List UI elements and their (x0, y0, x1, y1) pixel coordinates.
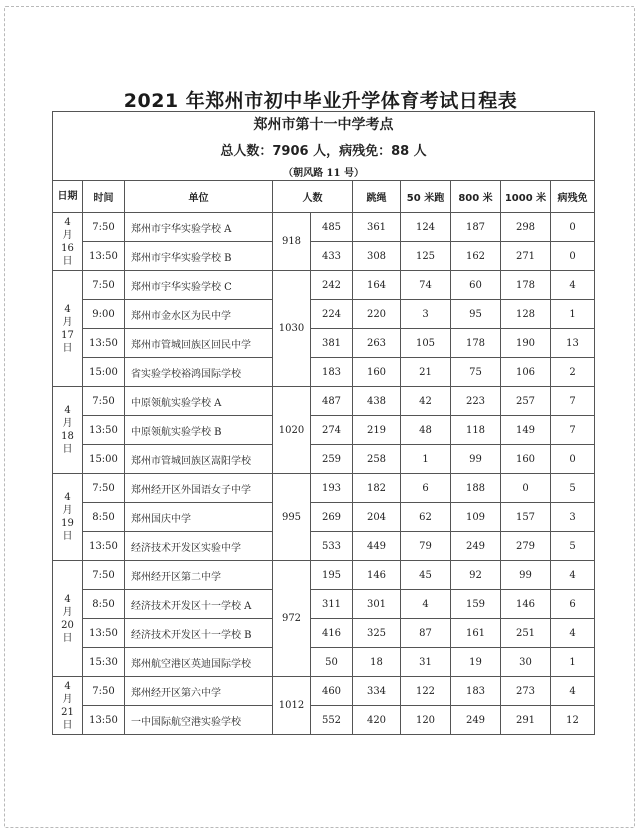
count-cell: 269 (311, 503, 353, 532)
time-cell: 8:50 (83, 590, 125, 619)
unit-cell: 郑州国庆中学 (125, 503, 273, 532)
exempt-cell: 12 (551, 706, 595, 735)
time-cell: 13:50 (83, 329, 125, 358)
unit-cell: 郑州航空港区英迪国际学校 (125, 648, 273, 677)
rope-cell: 361 (353, 213, 401, 242)
exempt-cell: 1 (551, 300, 595, 329)
run800-cell: 99 (451, 445, 501, 474)
rope-cell: 182 (353, 474, 401, 503)
run50-cell: 31 (401, 648, 451, 677)
date-cell: 4 月 18 日 (53, 387, 83, 474)
exempt-cell: 2 (551, 358, 595, 387)
date-cell: 4 月 16 日 (53, 213, 83, 271)
table-row (53, 271, 595, 300)
run1000-cell: 190 (501, 329, 551, 358)
count-cell: 416 (311, 619, 353, 648)
run50-cell: 1 (401, 445, 451, 474)
count-cell: 193 (311, 474, 353, 503)
rope-cell: 449 (353, 532, 401, 561)
col-count: 人数 (273, 181, 353, 213)
run800-cell: 19 (451, 648, 501, 677)
run1000-cell: 178 (501, 271, 551, 300)
count-cell: 433 (311, 242, 353, 271)
run1000-cell: 298 (501, 213, 551, 242)
day-total-cell: 1012 (273, 677, 311, 735)
count-cell: 183 (311, 358, 353, 387)
col-time: 时间 (83, 181, 125, 213)
rope-cell: 301 (353, 590, 401, 619)
table-row (53, 474, 595, 503)
unit-cell: 郑州市管城回族区嵩阳学校 (125, 445, 273, 474)
table-row (53, 445, 595, 474)
unit-cell: 郑州市宇华实验学校 C (125, 271, 273, 300)
date-cell: 4 月 20 日 (53, 561, 83, 677)
count-cell: 460 (311, 677, 353, 706)
unit-cell: 中原领航实验学校 B (125, 416, 273, 445)
table-row (53, 387, 595, 416)
exempt-cell: 1 (551, 648, 595, 677)
col-rope: 跳绳 (353, 181, 401, 213)
date-cell: 4 月 21 日 (53, 677, 83, 735)
col-exempt: 病残免 (551, 181, 595, 213)
run800-cell: 95 (451, 300, 501, 329)
exempt-cell: 13 (551, 329, 595, 358)
count-cell: 533 (311, 532, 353, 561)
run1000-cell: 106 (501, 358, 551, 387)
day-total-cell: 995 (273, 474, 311, 561)
exempt-cell: 7 (551, 387, 595, 416)
rope-cell: 258 (353, 445, 401, 474)
count-cell: 274 (311, 416, 353, 445)
time-cell: 13:50 (83, 619, 125, 648)
count-cell: 224 (311, 300, 353, 329)
table-row (53, 648, 595, 677)
run1000-cell: 273 (501, 677, 551, 706)
exempt-cell: 4 (551, 619, 595, 648)
unit-cell: 郑州市宇华实验学校 A (125, 213, 273, 242)
run50-cell: 124 (401, 213, 451, 242)
col-date (53, 181, 83, 213)
run800-cell: 223 (451, 387, 501, 416)
unit-cell: 经济技术开发区十一学校 B (125, 619, 273, 648)
col-date-label: 日期 (57, 190, 78, 202)
unit-cell: 郑州经开区第六中学 (125, 677, 273, 706)
time-cell: 7:50 (83, 387, 125, 416)
venue-stats: 总人数：7906 人，病残免：88 人 (53, 136, 595, 164)
time-cell: 7:50 (83, 213, 125, 242)
run800-cell: 162 (451, 242, 501, 271)
run1000-cell: 251 (501, 619, 551, 648)
col-run1000: 1000 米 (501, 181, 551, 213)
run1000-cell: 291 (501, 706, 551, 735)
rope-cell: 160 (353, 358, 401, 387)
run800-cell: 109 (451, 503, 501, 532)
time-cell: 7:50 (83, 677, 125, 706)
run1000-cell: 271 (501, 242, 551, 271)
rope-cell: 438 (353, 387, 401, 416)
run50-cell: 105 (401, 329, 451, 358)
schedule-table (52, 111, 595, 735)
run50-cell: 125 (401, 242, 451, 271)
table-row (53, 358, 595, 387)
count-cell: 242 (311, 271, 353, 300)
count-cell: 381 (311, 329, 353, 358)
run50-cell: 74 (401, 271, 451, 300)
exempt-cell: 4 (551, 677, 595, 706)
unit-cell: 郑州经开区第二中学 (125, 561, 273, 590)
run50-cell: 87 (401, 619, 451, 648)
unit-cell: 郑州市宇华实验学校 B (125, 242, 273, 271)
unit-cell: 经济技术开发区实验中学 (125, 532, 273, 561)
run800-cell: 161 (451, 619, 501, 648)
table-row (53, 677, 595, 706)
unit-cell: 郑州市管城回族区回民中学 (125, 329, 273, 358)
run800-cell: 249 (451, 532, 501, 561)
exempt-cell: 5 (551, 474, 595, 503)
run800-cell: 118 (451, 416, 501, 445)
document-title: 2021 年郑州市初中毕业升学体育考试日程表 (123, 90, 518, 112)
time-cell: 15:30 (83, 648, 125, 677)
table-row (53, 619, 595, 648)
run1000-cell: 279 (501, 532, 551, 561)
run50-cell: 120 (401, 706, 451, 735)
run1000-cell: 149 (501, 416, 551, 445)
run800-cell: 92 (451, 561, 501, 590)
run50-cell: 3 (401, 300, 451, 329)
time-cell: 9:00 (83, 300, 125, 329)
run800-cell: 178 (451, 329, 501, 358)
day-total-cell: 972 (273, 561, 311, 677)
time-cell: 7:50 (83, 561, 125, 590)
date-cell: 4 月 19 日 (53, 474, 83, 561)
rope-cell: 18 (353, 648, 401, 677)
run1000-cell: 128 (501, 300, 551, 329)
col-unit: 单位 (125, 181, 273, 213)
run50-cell: 45 (401, 561, 451, 590)
rope-cell: 325 (353, 619, 401, 648)
run50-cell: 48 (401, 416, 451, 445)
rope-cell: 164 (353, 271, 401, 300)
table-row (53, 706, 595, 735)
exempt-cell: 7 (551, 416, 595, 445)
unit-cell: 郑州市金水区为民中学 (125, 300, 273, 329)
rope-cell: 420 (353, 706, 401, 735)
exempt-cell: 0 (551, 242, 595, 271)
date-cell: 4 月 17 日 (53, 271, 83, 387)
run1000-cell: 99 (501, 561, 551, 590)
table-row (53, 561, 595, 590)
exempt-cell: 6 (551, 590, 595, 619)
run1000-cell: 146 (501, 590, 551, 619)
time-cell: 13:50 (83, 706, 125, 735)
run50-cell: 62 (401, 503, 451, 532)
run800-cell: 188 (451, 474, 501, 503)
time-cell: 13:50 (83, 532, 125, 561)
run800-cell: 249 (451, 706, 501, 735)
rope-cell: 263 (353, 329, 401, 358)
count-cell: 259 (311, 445, 353, 474)
time-cell: 15:00 (83, 445, 125, 474)
run50-cell: 79 (401, 532, 451, 561)
venue-address: （朝风路 11 号） (53, 164, 595, 181)
unit-cell: 省实验学校裕鸿国际学校 (125, 358, 273, 387)
rope-cell: 334 (353, 677, 401, 706)
count-cell: 50 (311, 648, 353, 677)
exempt-cell: 5 (551, 532, 595, 561)
table-row (53, 416, 595, 445)
unit-cell: 中原领航实验学校 A (125, 387, 273, 416)
count-cell: 487 (311, 387, 353, 416)
run800-cell: 75 (451, 358, 501, 387)
unit-cell: 郑州经开区外国语女子中学 (125, 474, 273, 503)
table-row (53, 329, 595, 358)
run1000-cell: 257 (501, 387, 551, 416)
run1000-cell: 30 (501, 648, 551, 677)
count-cell: 552 (311, 706, 353, 735)
rope-cell: 204 (353, 503, 401, 532)
run50-cell: 21 (401, 358, 451, 387)
time-cell: 15:00 (83, 358, 125, 387)
table-row (53, 242, 595, 271)
run50-cell: 122 (401, 677, 451, 706)
col-run50: 50 米跑 (401, 181, 451, 213)
time-cell: 7:50 (83, 271, 125, 300)
time-cell: 7:50 (83, 474, 125, 503)
table-row (53, 213, 595, 242)
exempt-cell: 0 (551, 213, 595, 242)
run800-cell: 60 (451, 271, 501, 300)
run1000-cell: 160 (501, 445, 551, 474)
exempt-cell: 4 (551, 271, 595, 300)
count-cell: 195 (311, 561, 353, 590)
table-row (53, 300, 595, 329)
table-row (53, 590, 595, 619)
time-cell: 8:50 (83, 503, 125, 532)
unit-cell: 经济技术开发区十一学校 A (125, 590, 273, 619)
venue-name: 郑州市第十一中学考点 (53, 112, 595, 136)
table-row (53, 503, 595, 532)
day-total-cell: 1030 (273, 271, 311, 387)
run800-cell: 159 (451, 590, 501, 619)
day-total-cell: 918 (273, 213, 311, 271)
time-cell: 13:50 (83, 416, 125, 445)
run800-cell: 183 (451, 677, 501, 706)
count-cell: 311 (311, 590, 353, 619)
rope-cell: 220 (353, 300, 401, 329)
day-total-cell: 1020 (273, 387, 311, 474)
exempt-cell: 4 (551, 561, 595, 590)
rope-cell: 146 (353, 561, 401, 590)
table-row (53, 532, 595, 561)
run50-cell: 4 (401, 590, 451, 619)
run50-cell: 42 (401, 387, 451, 416)
count-cell: 485 (311, 213, 353, 242)
run1000-cell: 157 (501, 503, 551, 532)
col-run800: 800 米 (451, 181, 501, 213)
exempt-cell: 0 (551, 445, 595, 474)
exempt-cell: 3 (551, 503, 595, 532)
run1000-cell: 0 (501, 474, 551, 503)
run50-cell: 6 (401, 474, 451, 503)
run800-cell: 187 (451, 213, 501, 242)
unit-cell: 一中国际航空港实验学校 (125, 706, 273, 735)
rope-cell: 219 (353, 416, 401, 445)
time-cell: 13:50 (83, 242, 125, 271)
rope-cell: 308 (353, 242, 401, 271)
